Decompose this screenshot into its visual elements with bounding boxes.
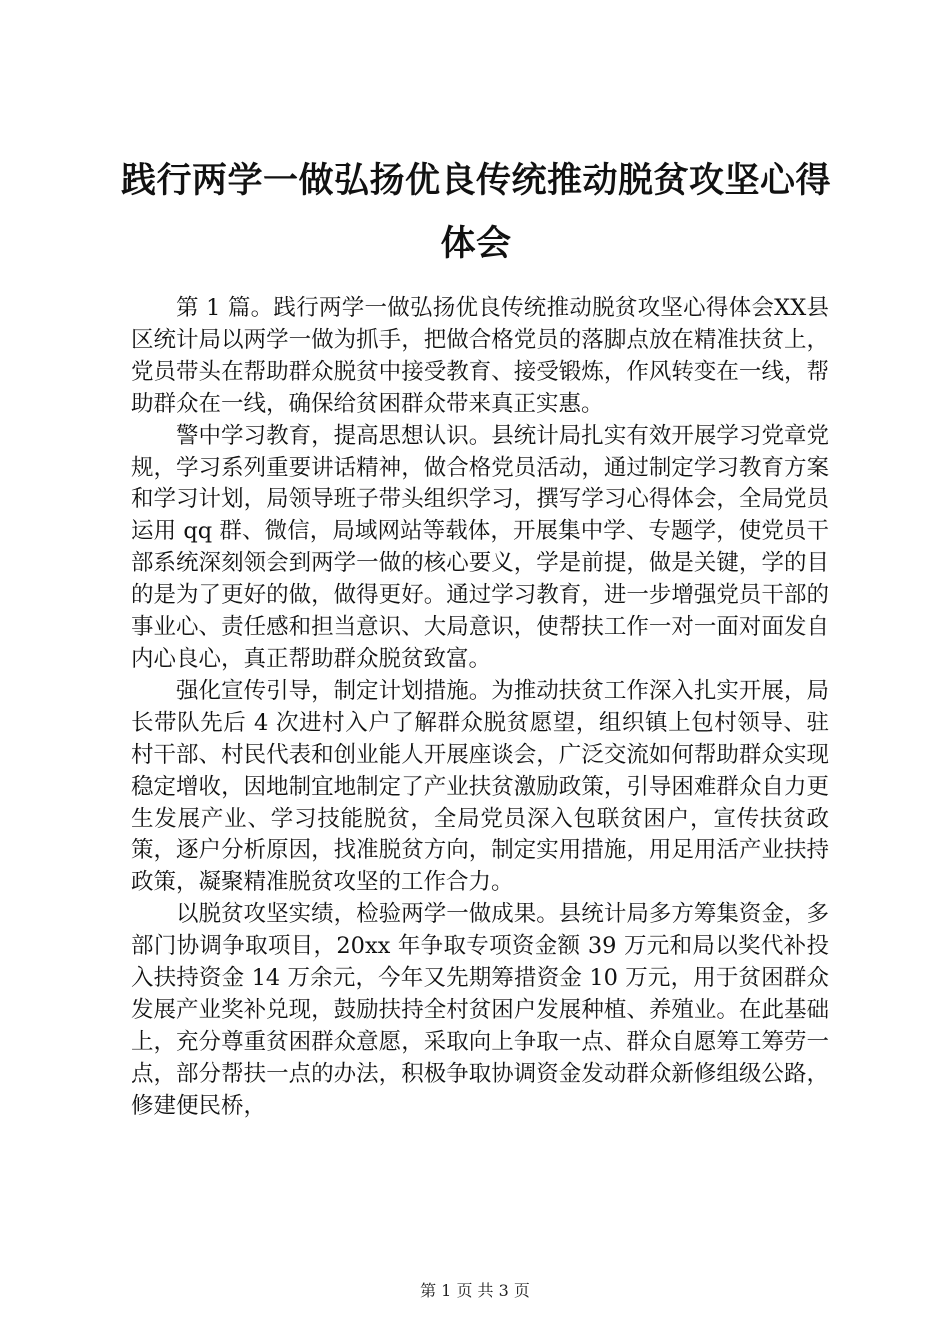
paragraph-3: 强化宣传引导，制定计划措施。为推动扶贫工作深入扎实开展，局长带队先后 4 次进村入户了解群众脱贫愿望，组织镇上包村领导、驻村干部、村民代表和创业能人开展座谈会，广泛交流如何帮助群众实现稳定增收，因地制宜地制定了产业扶贫激励政策，引导困难群众自力更生发展产业、学习技能脱贫，全局党员深入包联贫困户，宣传扶贫政策，逐户分析原因，找准脱贫方向，制定实用措施，用足用活产业扶持政策，凝聚精准脱贫攻坚的工作合力。 xyxy=(131,677,829,896)
page-footer: 第 1 页 共 3 页 xyxy=(420,1281,530,1300)
paragraph-1: 第 1 篇。践行两学一做弘扬优良传统推动脱贫攻坚心得体会XX县区统计局以两学一做为抓手，把做合格党员的落脚点放在精准扶贫上，党员带头在帮助群众脱贫中接受教育、接受锻炼，作风转变在一线，帮助群众在一线，确保给贫困群众带来真正实惠。 xyxy=(131,295,829,417)
document-title-line-2: 体会 xyxy=(440,224,512,264)
paragraph-4: 以脱贫攻坚实绩，检验两学一做成果。县统计局多方筹集资金，多部门协调争取项目，20xx 年争取专项资金额 39 万元和局以奖代补投入扶持资金 14 万余元，今年又先期筹措资金 10 万元，用于贫困群众发展产业奖补兑现，鼓励扶持全村贫困户发展种植、养殖业。在此基础上，充分尊重贫困群众意愿，采取向上争取一点、群众自愿筹工筹劳一点，部分帮扶一点的办法，积极争取协调资金发动群众新修组级公路，修建便民桥， xyxy=(131,901,829,1119)
document-title-line-1: 践行两学一做弘扬优良传统推动脱贫攻坚心得 xyxy=(120,161,831,201)
paragraph-2: 警中学习教育，提高思想认识。县统计局扎实有效开展学习党章党规，学习系列重要讲话精神，做合格党员活动，通过制定学习教育方案和学习计划，局领导班子带头组织学习，撰写学习心得体会，全局党员运用 qq 群、微信，局域网站等载体，开展集中学、专题学，使党员干部系统深刻领会到两学一做的核心要义，学是前提，做是关键，学的目的是为了更好的做，做得更好。通过学习教育，进一步增强党员干部的事业心、责任感和担当意识、大局意识，使帮扶工作一对一面对面发自内心良心，真正帮助群众脱贫致富。 xyxy=(131,422,829,672)
document-body xyxy=(131,293,829,1123)
